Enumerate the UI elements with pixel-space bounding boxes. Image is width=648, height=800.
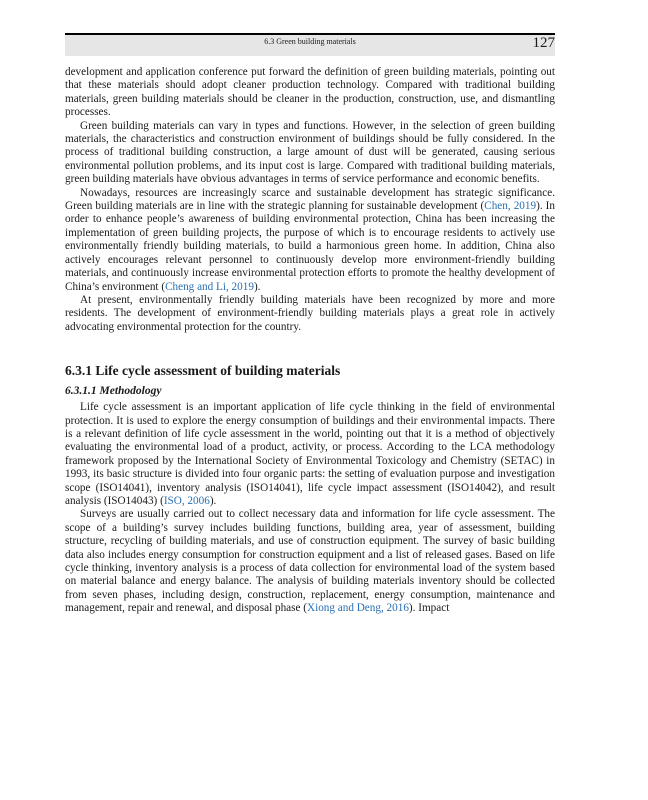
paragraph-5-text-b: ). <box>209 494 217 507</box>
page-body <box>65 66 555 616</box>
paragraph-3-text-b: ). In order to enhance people’s awareness of building environmental protection, China has been increasing the implementation of green building projects, the purpose of which is to encourage residents to actively use environmentally friendly building materials, to build a harmonious green home. In addition, China also actively encourages relevant personnel to continuously develop more environment-friendly building materials, and continuously increase environmental protection efforts to promote the healthy development of China’s environment ( <box>65 200 555 293</box>
paragraph-6-text-a: Surveys are usually carried out to collect necessary data and information for life cycle assessment. The scope of a building’s survey includes building functions, building area, year of assessment, building structure, recycling of building materials, and use of construction equipment. The survey of basic building data also includes energy consumption for construction equipment and a list of released gases. Based on life cycle thinking, inventory analysis is a process of data collection for environmental load of the system based on material balance and energy balance. The analysis of building materials inventory should be collected from seven phases, including design, construction, replacement, energy consumption, maintenance and management, repair and renewal, and disposal phase ( <box>65 508 555 615</box>
paragraph-4: At present, environmentally friendly building materials have been recognized by more and more residents. The development of environment-friendly building materials plays a great role in actively advocating environmental protection for the country. <box>65 293 555 333</box>
citation-cheng-li-2019[interactable]: Cheng and Li, 2019 <box>165 280 254 293</box>
paragraph-3 <box>65 187 555 294</box>
paragraph-6-text-b: ). Impact <box>408 602 450 615</box>
citation-iso-2006[interactable]: ISO, 2006 <box>163 494 210 507</box>
paragraph-5-text-a: Life cycle assessment is an important application of life cycle thinking in the field of environmental protection. It is used to explore the energy consumption of buildings and their environmental impacts. There is a relevant definition of life cycle assessment in the world, pointing out that it is a method of objectively evaluating the environmental load of a product, activity, or process. According to the LCA methodology framework proposed by the International Society of Environmental Toxicology and Chemistry (SETAC) in 1993, its basic structure is divided into four organic parts: the setting of evaluation purpose and investigation scope (ISO14041), inventory analysis (ISO14041), life cycle impact assessment (ISO14042), and result analysis (ISO14043) ( <box>65 401 555 507</box>
paragraph-1: development and application conference put forward the definition of green building materials, pointing out that these materials should adopt cleaner production technology. Compared with traditional building materials, green building materials should be cleaner in the production, construction, use, and dismantling processes. <box>65 66 555 119</box>
section-heading: 6.3.1 Life cycle assessment of building materials <box>65 363 341 379</box>
citation-xiong-deng-2016[interactable]: Xiong and Deng, 2016 <box>307 602 409 615</box>
subsection-heading: 6.3.1.1 Methodology <box>65 385 162 398</box>
paragraph-2: Green building materials can vary in types and functions. However, in the selection of green building materials, the characteristics and construction environment of buildings should be fully considered. In the process of traditional building construction, a large amount of dust will be generated, causing serious environmental pollution problems, and its input cost is large. Compared with traditional building materials, green building materials have obvious advantages in terms of service performance and economic benefits. <box>65 119 555 186</box>
citation-chen-2019[interactable]: Chen, 2019 <box>484 200 537 213</box>
paragraph-3-text-a: Nowadays, resources are increasingly scarce and sustainable development has strategic significance. Green building materials are in line with the strategic planning for sustainable development ( <box>65 186 555 213</box>
running-head: 6.3 Green building materials <box>264 37 356 46</box>
paragraph-3-text-c: ). <box>253 280 261 293</box>
page-number: 127 <box>532 35 555 51</box>
paragraph-5 <box>65 401 555 508</box>
paragraph-6 <box>65 508 555 615</box>
